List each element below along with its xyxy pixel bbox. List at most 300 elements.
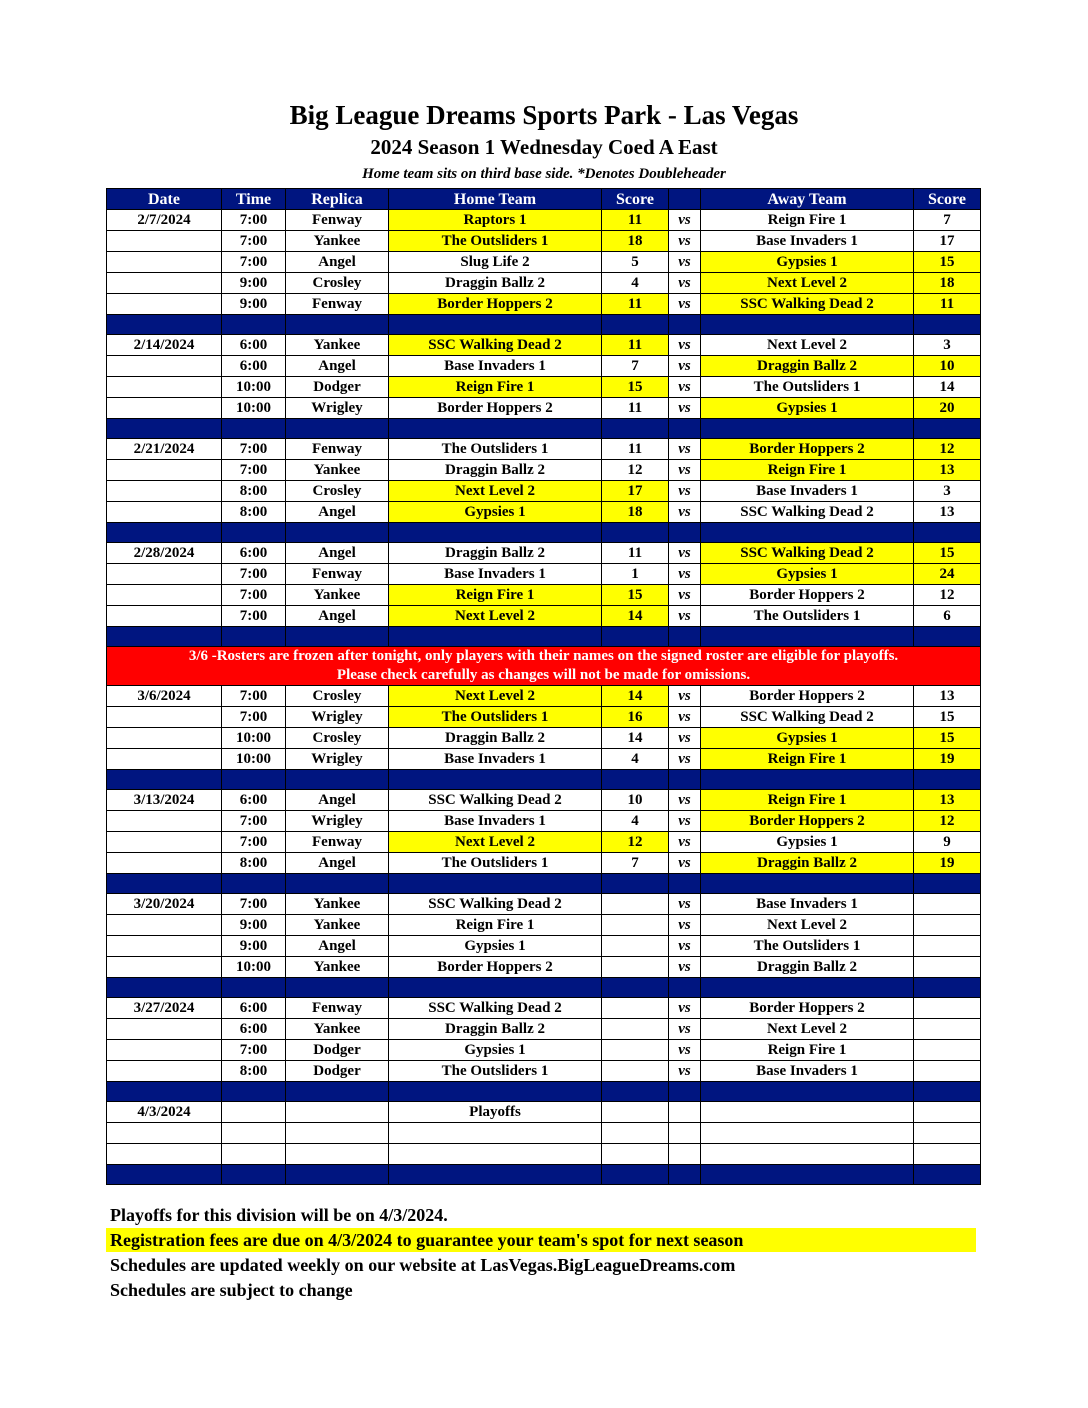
home-team-cell: Base Invaders 1: [389, 749, 602, 770]
separator-cell: [286, 523, 389, 543]
time-cell: 7:00: [222, 832, 286, 853]
field-cell: Angel: [286, 356, 389, 377]
home-score-cell: 18: [602, 502, 669, 523]
game-row: [107, 957, 981, 978]
separator-cell: [107, 978, 222, 998]
vs-cell: vs: [669, 790, 701, 811]
date-cell: 2/7/2024: [107, 210, 222, 231]
away-score-cell: 12: [914, 811, 981, 832]
home-score-cell: [602, 957, 669, 978]
game-row: [107, 356, 981, 377]
home-score-cell: 4: [602, 749, 669, 770]
home-team-cell: [389, 1123, 602, 1144]
away-team-cell: Border Hoppers 2: [701, 686, 914, 707]
date-cell: 3/27/2024: [107, 998, 222, 1019]
separator-cell: [389, 978, 602, 998]
separator-cell: [914, 1082, 981, 1102]
away-team-cell: Next Level 2: [701, 335, 914, 356]
field-cell: Wrigley: [286, 811, 389, 832]
week-separator: [107, 1082, 981, 1102]
home-team-cell: The Outsliders 1: [389, 707, 602, 728]
separator-cell: [222, 627, 286, 647]
time-cell: 10:00: [222, 957, 286, 978]
field-cell: Wrigley: [286, 749, 389, 770]
date-cell: [107, 957, 222, 978]
away-score-cell: 17: [914, 231, 981, 252]
game-row: [107, 749, 981, 770]
time-cell: 9:00: [222, 273, 286, 294]
home-team-cell: Border Hoppers 2: [389, 957, 602, 978]
schedule-table: [106, 188, 981, 1185]
game-row: [107, 915, 981, 936]
separator-cell: [286, 315, 389, 335]
date-cell: [107, 252, 222, 273]
game-row: [107, 1040, 981, 1061]
game-row: [107, 252, 981, 273]
date-cell: 3/6/2024: [107, 686, 222, 707]
time-cell: 7:00: [222, 252, 286, 273]
separator-cell: [389, 1165, 602, 1185]
home-score-cell: 17: [602, 481, 669, 502]
home-team-cell: Reign Fire 1: [389, 585, 602, 606]
home-score-cell: [602, 1123, 669, 1144]
date-cell: [107, 853, 222, 874]
game-row: [107, 502, 981, 523]
away-team-cell: Gypsies 1: [701, 564, 914, 585]
field-cell: Wrigley: [286, 707, 389, 728]
time-cell: 7:00: [222, 210, 286, 231]
game-row: [107, 790, 981, 811]
away-team-cell: The Outsliders 1: [701, 606, 914, 627]
away-team-cell: Base Invaders 1: [701, 231, 914, 252]
away-score-cell: [914, 1144, 981, 1165]
field-cell: Dodger: [286, 1040, 389, 1061]
date-cell: [107, 231, 222, 252]
time-cell: 7:00: [222, 811, 286, 832]
separator-cell: [286, 419, 389, 439]
date-cell: [107, 606, 222, 627]
field-cell: Yankee: [286, 585, 389, 606]
game-row: [107, 273, 981, 294]
field-cell: Angel: [286, 543, 389, 564]
field-cell: Yankee: [286, 231, 389, 252]
home-team-cell: Reign Fire 1: [389, 377, 602, 398]
game-row: [107, 564, 981, 585]
playoff-row: [107, 1144, 981, 1165]
away-team-cell: Draggin Ballz 2: [701, 853, 914, 874]
separator-cell: [914, 315, 981, 335]
away-score-cell: 15: [914, 728, 981, 749]
away-score-cell: [914, 915, 981, 936]
away-team-cell: Reign Fire 1: [701, 460, 914, 481]
time-cell: 10:00: [222, 728, 286, 749]
field-cell: Crosley: [286, 481, 389, 502]
away-score-cell: 19: [914, 749, 981, 770]
time-cell: 10:00: [222, 377, 286, 398]
date-cell: [107, 481, 222, 502]
date-cell: [107, 936, 222, 957]
date-cell: 2/14/2024: [107, 335, 222, 356]
game-row: [107, 439, 981, 460]
vs-cell: vs: [669, 749, 701, 770]
separator-cell: [914, 627, 981, 647]
away-team-cell: Border Hoppers 2: [701, 998, 914, 1019]
away-score-cell: 10: [914, 356, 981, 377]
date-cell: [107, 460, 222, 481]
separator-cell: [602, 627, 669, 647]
separator-cell: [389, 523, 602, 543]
away-score-cell: 13: [914, 790, 981, 811]
away-team-cell: Gypsies 1: [701, 832, 914, 853]
home-team-cell: Draggin Ballz 2: [389, 728, 602, 749]
home-team-cell: Raptors 1: [389, 210, 602, 231]
date-cell: [107, 915, 222, 936]
vs-cell: vs: [669, 294, 701, 315]
field-cell: Fenway: [286, 210, 389, 231]
field-cell: Wrigley: [286, 398, 389, 419]
separator-cell: [602, 315, 669, 335]
time-cell: 7:00: [222, 460, 286, 481]
away-score-cell: 3: [914, 481, 981, 502]
home-team-cell: Base Invaders 1: [389, 811, 602, 832]
home-team-cell: Gypsies 1: [389, 1040, 602, 1061]
time-cell: 10:00: [222, 398, 286, 419]
vs-cell: vs: [669, 1040, 701, 1061]
separator-cell: [669, 419, 701, 439]
time-cell: 9:00: [222, 915, 286, 936]
separator-cell: [914, 523, 981, 543]
vs-cell: [669, 1144, 701, 1165]
away-team-cell: Draggin Ballz 2: [701, 957, 914, 978]
week-separator: [107, 315, 981, 335]
home-team-cell: Next Level 2: [389, 481, 602, 502]
date-cell: 2/21/2024: [107, 439, 222, 460]
game-row: [107, 728, 981, 749]
away-score-cell: 18: [914, 273, 981, 294]
field-cell: Yankee: [286, 915, 389, 936]
time-cell: 7:00: [222, 231, 286, 252]
away-team-cell: Gypsies 1: [701, 398, 914, 419]
field-cell: Angel: [286, 502, 389, 523]
game-row: [107, 294, 981, 315]
separator-cell: [602, 419, 669, 439]
away-team-cell: Reign Fire 1: [701, 210, 914, 231]
roster-notice-row: [107, 647, 981, 686]
away-team-cell: Next Level 2: [701, 1019, 914, 1040]
away-team-cell: Draggin Ballz 2: [701, 356, 914, 377]
separator-cell: [222, 419, 286, 439]
home-score-cell: 11: [602, 210, 669, 231]
field-cell: Fenway: [286, 832, 389, 853]
col-home-score: Score: [602, 189, 669, 210]
roster-notice-line: 3/6 -Rosters are frozen after tonight, only players with their names on the signed roster are eligible for playoffs.: [188, 648, 899, 664]
away-score-cell: [914, 1102, 981, 1123]
field-cell: Crosley: [286, 686, 389, 707]
date-cell: [107, 564, 222, 585]
time-cell: [222, 1144, 286, 1165]
vs-cell: vs: [669, 915, 701, 936]
date-cell: [107, 585, 222, 606]
date-cell: [107, 1123, 222, 1144]
separator-cell: [107, 627, 222, 647]
schedule-body: [107, 210, 981, 1185]
vs-cell: vs: [669, 894, 701, 915]
separator-cell: [107, 1165, 222, 1185]
time-cell: 8:00: [222, 481, 286, 502]
home-team-cell: SSC Walking Dead 2: [389, 335, 602, 356]
separator-cell: [669, 315, 701, 335]
away-score-cell: [914, 998, 981, 1019]
away-team-cell: Base Invaders 1: [701, 1061, 914, 1082]
away-score-cell: [914, 1040, 981, 1061]
separator-cell: [701, 523, 914, 543]
date-cell: [107, 377, 222, 398]
home-score-cell: 12: [602, 832, 669, 853]
away-score-cell: 9: [914, 832, 981, 853]
away-score-cell: 15: [914, 543, 981, 564]
field-cell: Dodger: [286, 377, 389, 398]
date-cell: [107, 1019, 222, 1040]
home-team-cell: Border Hoppers 2: [389, 398, 602, 419]
away-score-cell: 14: [914, 377, 981, 398]
time-cell: 7:00: [222, 606, 286, 627]
separator-cell: [669, 523, 701, 543]
home-team-cell: Draggin Ballz 2: [389, 543, 602, 564]
game-row: [107, 1019, 981, 1040]
separator-cell: [701, 978, 914, 998]
time-cell: 6:00: [222, 998, 286, 1019]
away-team-cell: SSC Walking Dead 2: [701, 502, 914, 523]
footer-website: Schedules are updated weekly on our website at LasVegas.BigLeagueDreams.com: [110, 1255, 736, 1275]
field-cell: Fenway: [286, 998, 389, 1019]
separator-cell: [914, 874, 981, 894]
separator-cell: [669, 978, 701, 998]
home-score-cell: 5: [602, 252, 669, 273]
vs-cell: vs: [669, 936, 701, 957]
field-cell: Fenway: [286, 439, 389, 460]
separator-cell: [222, 1082, 286, 1102]
home-team-cell: Draggin Ballz 2: [389, 460, 602, 481]
separator-cell: [669, 1082, 701, 1102]
time-cell: 6:00: [222, 356, 286, 377]
vs-cell: vs: [669, 853, 701, 874]
home-team-cell: SSC Walking Dead 2: [389, 894, 602, 915]
col-replica: Replica: [286, 189, 389, 210]
separator-cell: [701, 770, 914, 790]
vs-cell: vs: [669, 707, 701, 728]
game-row: [107, 1061, 981, 1082]
time-cell: 8:00: [222, 502, 286, 523]
vs-cell: vs: [669, 606, 701, 627]
away-score-cell: 12: [914, 439, 981, 460]
date-cell: [107, 502, 222, 523]
time-cell: 7:00: [222, 564, 286, 585]
away-score-cell: 13: [914, 460, 981, 481]
separator-cell: [107, 874, 222, 894]
away-team-cell: Reign Fire 1: [701, 749, 914, 770]
field-cell: Crosley: [286, 273, 389, 294]
home-team-cell: Next Level 2: [389, 686, 602, 707]
separator-cell: [286, 874, 389, 894]
col-home-team: Home Team: [389, 189, 602, 210]
field-cell: Yankee: [286, 957, 389, 978]
away-score-cell: 12: [914, 585, 981, 606]
home-team-cell: Draggin Ballz 2: [389, 1019, 602, 1040]
field-cell: Angel: [286, 606, 389, 627]
week-separator: [107, 978, 981, 998]
away-team-cell: [701, 1123, 914, 1144]
away-score-cell: [914, 894, 981, 915]
separator-cell: [602, 874, 669, 894]
separator-cell: [222, 770, 286, 790]
home-score-cell: 11: [602, 398, 669, 419]
home-score-cell: 11: [602, 439, 669, 460]
vs-cell: [669, 1102, 701, 1123]
home-score-cell: 7: [602, 853, 669, 874]
page-subtitle: 2024 Season 1 Wednesday Coed A East: [370, 135, 718, 159]
separator-cell: [389, 874, 602, 894]
home-team-cell: Border Hoppers 2: [389, 294, 602, 315]
vs-cell: vs: [669, 543, 701, 564]
roster-notice-line: Please check carefully as changes will not be made for omissions.: [336, 667, 751, 683]
home-score-cell: 14: [602, 686, 669, 707]
date-cell: [107, 707, 222, 728]
separator-cell: [107, 523, 222, 543]
home-score-cell: 11: [602, 335, 669, 356]
separator-cell: [701, 419, 914, 439]
away-team-cell: SSC Walking Dead 2: [701, 707, 914, 728]
separator-cell: [107, 770, 222, 790]
time-cell: 6:00: [222, 790, 286, 811]
time-cell: 7:00: [222, 686, 286, 707]
separator-cell: [602, 1082, 669, 1102]
vs-cell: vs: [669, 273, 701, 294]
col-away-team: Away Team: [701, 189, 914, 210]
away-team-cell: SSC Walking Dead 2: [701, 294, 914, 315]
home-score-cell: [602, 1144, 669, 1165]
game-row: [107, 460, 981, 481]
separator-cell: [914, 978, 981, 998]
separator-cell: [286, 978, 389, 998]
vs-cell: vs: [669, 564, 701, 585]
footer-registration: Registration fees are due on 4/3/2024 to guarantee your team's spot for next season: [106, 1228, 976, 1252]
away-score-cell: 3: [914, 335, 981, 356]
home-score-cell: 11: [602, 294, 669, 315]
away-score-cell: 19: [914, 853, 981, 874]
home-team-cell: Draggin Ballz 2: [389, 273, 602, 294]
separator-cell: [222, 1165, 286, 1185]
away-score-cell: 7: [914, 210, 981, 231]
home-team-cell: Next Level 2: [389, 606, 602, 627]
away-team-cell: [701, 1102, 914, 1123]
vs-cell: vs: [669, 335, 701, 356]
date-cell: [107, 811, 222, 832]
vs-cell: vs: [669, 1061, 701, 1082]
away-team-cell: The Outsliders 1: [701, 936, 914, 957]
game-row: [107, 686, 981, 707]
game-row: [107, 481, 981, 502]
page-title: Big League Dreams Sports Park - Las Vegas: [289, 100, 799, 130]
away-team-cell: Gypsies 1: [701, 252, 914, 273]
week-separator: [107, 419, 981, 439]
away-score-cell: 15: [914, 707, 981, 728]
week-separator: [107, 1165, 981, 1185]
separator-cell: [701, 874, 914, 894]
separator-cell: [701, 1082, 914, 1102]
vs-cell: vs: [669, 686, 701, 707]
home-score-cell: 14: [602, 606, 669, 627]
away-team-cell: Next Level 2: [701, 915, 914, 936]
game-row: [107, 811, 981, 832]
time-cell: 6:00: [222, 335, 286, 356]
separator-cell: [389, 770, 602, 790]
separator-cell: [286, 627, 389, 647]
away-score-cell: 11: [914, 294, 981, 315]
separator-cell: [602, 978, 669, 998]
game-row: [107, 606, 981, 627]
home-score-cell: [602, 1040, 669, 1061]
separator-cell: [914, 770, 981, 790]
vs-cell: vs: [669, 957, 701, 978]
game-row: [107, 231, 981, 252]
away-team-cell: Base Invaders 1: [701, 894, 914, 915]
home-team-cell: [389, 1144, 602, 1165]
field-cell: [286, 1102, 389, 1123]
away-team-cell: Reign Fire 1: [701, 790, 914, 811]
vs-cell: vs: [669, 811, 701, 832]
field-cell: Angel: [286, 790, 389, 811]
away-score-cell: [914, 1061, 981, 1082]
week-separator: [107, 770, 981, 790]
home-team-cell: The Outsliders 1: [389, 439, 602, 460]
home-score-cell: 16: [602, 707, 669, 728]
separator-cell: [669, 1165, 701, 1185]
col-vs: [669, 189, 701, 210]
away-team-cell: Base Invaders 1: [701, 481, 914, 502]
field-cell: Dodger: [286, 1061, 389, 1082]
home-team-cell: Next Level 2: [389, 832, 602, 853]
vs-cell: vs: [669, 728, 701, 749]
field-cell: Crosley: [286, 728, 389, 749]
time-cell: 7:00: [222, 439, 286, 460]
home-score-cell: 1: [602, 564, 669, 585]
time-cell: 8:00: [222, 853, 286, 874]
away-team-cell: Border Hoppers 2: [701, 811, 914, 832]
home-team-cell: Gypsies 1: [389, 502, 602, 523]
separator-cell: [701, 315, 914, 335]
date-cell: [107, 398, 222, 419]
home-score-cell: 7: [602, 356, 669, 377]
field-cell: Fenway: [286, 294, 389, 315]
vs-cell: vs: [669, 460, 701, 481]
footer-playoffs: Playoffs for this division will be on 4/3/2024.: [110, 1205, 448, 1225]
vs-cell: vs: [669, 377, 701, 398]
vs-cell: vs: [669, 998, 701, 1019]
playoff-row: [107, 1102, 981, 1123]
time-cell: 8:00: [222, 1061, 286, 1082]
game-row: [107, 543, 981, 564]
field-cell: Fenway: [286, 564, 389, 585]
time-cell: 9:00: [222, 936, 286, 957]
away-team-cell: SSC Walking Dead 2: [701, 543, 914, 564]
separator-cell: [222, 978, 286, 998]
field-cell: [286, 1123, 389, 1144]
separator-cell: [107, 315, 222, 335]
time-cell: 6:00: [222, 543, 286, 564]
separator-cell: [286, 1165, 389, 1185]
away-team-cell: [701, 1144, 914, 1165]
week-separator: [107, 627, 981, 647]
